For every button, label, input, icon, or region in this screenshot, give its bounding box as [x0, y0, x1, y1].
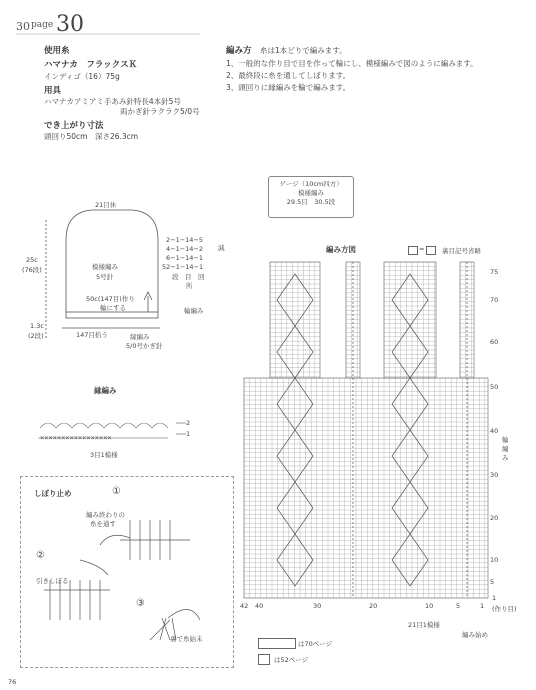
- gather-step1: ①: [112, 486, 121, 497]
- hat-outline: [46, 210, 160, 340]
- row-tick-10: 10: [490, 556, 499, 564]
- gauge-values: 29.5目 30.5段: [286, 198, 336, 206]
- hat-pattern: 模様編み: [92, 263, 118, 271]
- row-tick-60: 60: [490, 338, 499, 346]
- side-label-3: み: [502, 454, 509, 462]
- gather-step2: ②: [36, 550, 45, 561]
- col-tick-10: 10: [425, 602, 434, 610]
- chart-symbol-eq: =: [419, 245, 425, 253]
- chart-block: [270, 262, 320, 378]
- edging-xs: ×××××××××××××××××: [40, 434, 112, 442]
- row-tick-40: 40: [490, 427, 499, 435]
- instruction-step-3: 3、頭回りに縁編みを輪で編みます。: [226, 83, 351, 92]
- size-heading: でき上がり寸法: [44, 121, 104, 131]
- hat-height: 25c: [26, 256, 38, 264]
- gather-illustrations: [44, 520, 200, 640]
- lace-diamond: [277, 534, 313, 586]
- gauge-pattern: 模様編み: [298, 189, 324, 197]
- dec-row-2: 4−1−14−2: [166, 245, 204, 253]
- chart-block: [384, 262, 436, 378]
- hat-top-stitches: 21目休: [95, 201, 117, 209]
- gather-step1-note2: 糸を通す: [90, 520, 116, 528]
- yarn-color: インディゴ（16）75g: [44, 72, 120, 81]
- chart-repeat-label: 21目1模様: [408, 621, 440, 629]
- col-tick-5: 5: [456, 602, 461, 610]
- chart-begin-label: 編み始め: [462, 631, 488, 639]
- ref2-text: は52ページ: [274, 656, 309, 664]
- hat-circ2: 輪にする: [100, 304, 126, 312]
- instructions-note: 糸は1本どりで編みます。: [260, 46, 347, 55]
- row-tick-20: 20: [490, 514, 499, 522]
- row-tick-50: 50: [490, 383, 499, 391]
- dec-sub-label: 所: [186, 282, 193, 290]
- hat-edge-height: 1.3c: [30, 322, 44, 330]
- gather-title: しぼり止め: [34, 489, 72, 498]
- hat-height-rows: (76段): [22, 266, 42, 274]
- dec-legend: 段 目 回: [172, 273, 205, 281]
- instructions-heading: 編み方: [226, 46, 252, 56]
- hat-border-label: 輪編み: [184, 307, 204, 315]
- edging-row1: 1: [186, 430, 191, 438]
- gather-step1-note1: 編み終わりの: [86, 511, 125, 519]
- col-tick-42: 42: [240, 602, 249, 610]
- hat-edge-hook: 5/0号かぎ針: [126, 342, 163, 350]
- tools-line1: ハマナカアミアミ手あみ針特長4本針5号: [44, 97, 181, 106]
- row-tick-30: 30: [490, 471, 499, 479]
- tools-line2: 両かぎ針ラクラク5/0号: [120, 107, 200, 116]
- page-label: page: [31, 20, 54, 30]
- lace-diamond: [277, 482, 313, 534]
- dec-row-1: 2−1−14−5: [166, 236, 204, 244]
- col-tick-40: 40: [255, 602, 264, 610]
- lace-diamond: [392, 378, 428, 430]
- hat-circ: 50c(147目)作り: [86, 295, 135, 303]
- hat-needle: 5号針: [96, 273, 114, 281]
- yarn-heading: 使用糸: [44, 46, 70, 56]
- gather-step3-note: 裏で糸始末: [170, 635, 203, 643]
- ref1-text: は70ページ: [298, 640, 333, 648]
- hat-edge-rows: (2段): [28, 332, 44, 340]
- row-tick-5: 5: [490, 578, 495, 586]
- lace-diamond: [392, 482, 428, 534]
- size-value: 頭回り50cm 深さ26.3cm: [44, 132, 139, 141]
- row-tick-1: 1: [492, 594, 497, 602]
- edging-row2: 2: [186, 419, 191, 427]
- hat-edge-pattern: 縁編み: [130, 333, 150, 341]
- col-tick-20: 20: [369, 602, 378, 610]
- hat-pickup: 147目拾う: [76, 331, 108, 339]
- col-tick-1: 1: [480, 602, 485, 610]
- dec-side-label: 減: [218, 244, 225, 252]
- page-number: 30: [56, 12, 84, 37]
- yarn-name: ハマナカ フラックスＫ: [44, 60, 138, 70]
- gather-step3: ③: [136, 598, 145, 609]
- lace-diamond: [277, 326, 313, 378]
- chart-title: 編み方図: [326, 245, 356, 254]
- side-label-2: 編: [502, 445, 509, 453]
- instruction-step-2: 2、最終段に糸を通してしぼります。: [226, 71, 351, 80]
- tools-heading: 用具: [44, 86, 62, 96]
- side-label-1: 輪: [502, 436, 509, 444]
- lace-diamond: [277, 430, 313, 482]
- lace-diamond: [392, 534, 428, 586]
- lace-diamond: [277, 274, 313, 326]
- chart-symbol-note: 裏目記号省略: [442, 247, 481, 255]
- page-prefix: 30: [16, 20, 30, 33]
- page-folio: 76: [8, 678, 17, 686]
- lace-diamond: [392, 430, 428, 482]
- gather-step2-note: 引きしぼる: [36, 577, 69, 585]
- knit-chart: [244, 262, 488, 598]
- lace-diamond: [277, 378, 313, 430]
- dec-row-3: 6−1−14−1: [166, 254, 204, 262]
- row-tick-75: 75: [490, 268, 499, 276]
- edging-repeat: 3目1模様: [90, 451, 118, 459]
- dec-row-4: 52−1−14−1: [162, 263, 204, 271]
- gauge-title: ゲージ（10cm四方）: [279, 180, 343, 188]
- edging-title: 縁編み: [94, 386, 117, 395]
- lace-diamond: [392, 326, 428, 378]
- row-tick-70: 70: [490, 296, 499, 304]
- instruction-step-1: 1、一般的な作り目で目を作って輪にし、模様編みで図のように編みます。: [226, 59, 478, 68]
- lace-diamond: [392, 274, 428, 326]
- chart-start-label: (作り目): [492, 605, 517, 613]
- col-tick-30: 30: [313, 602, 322, 610]
